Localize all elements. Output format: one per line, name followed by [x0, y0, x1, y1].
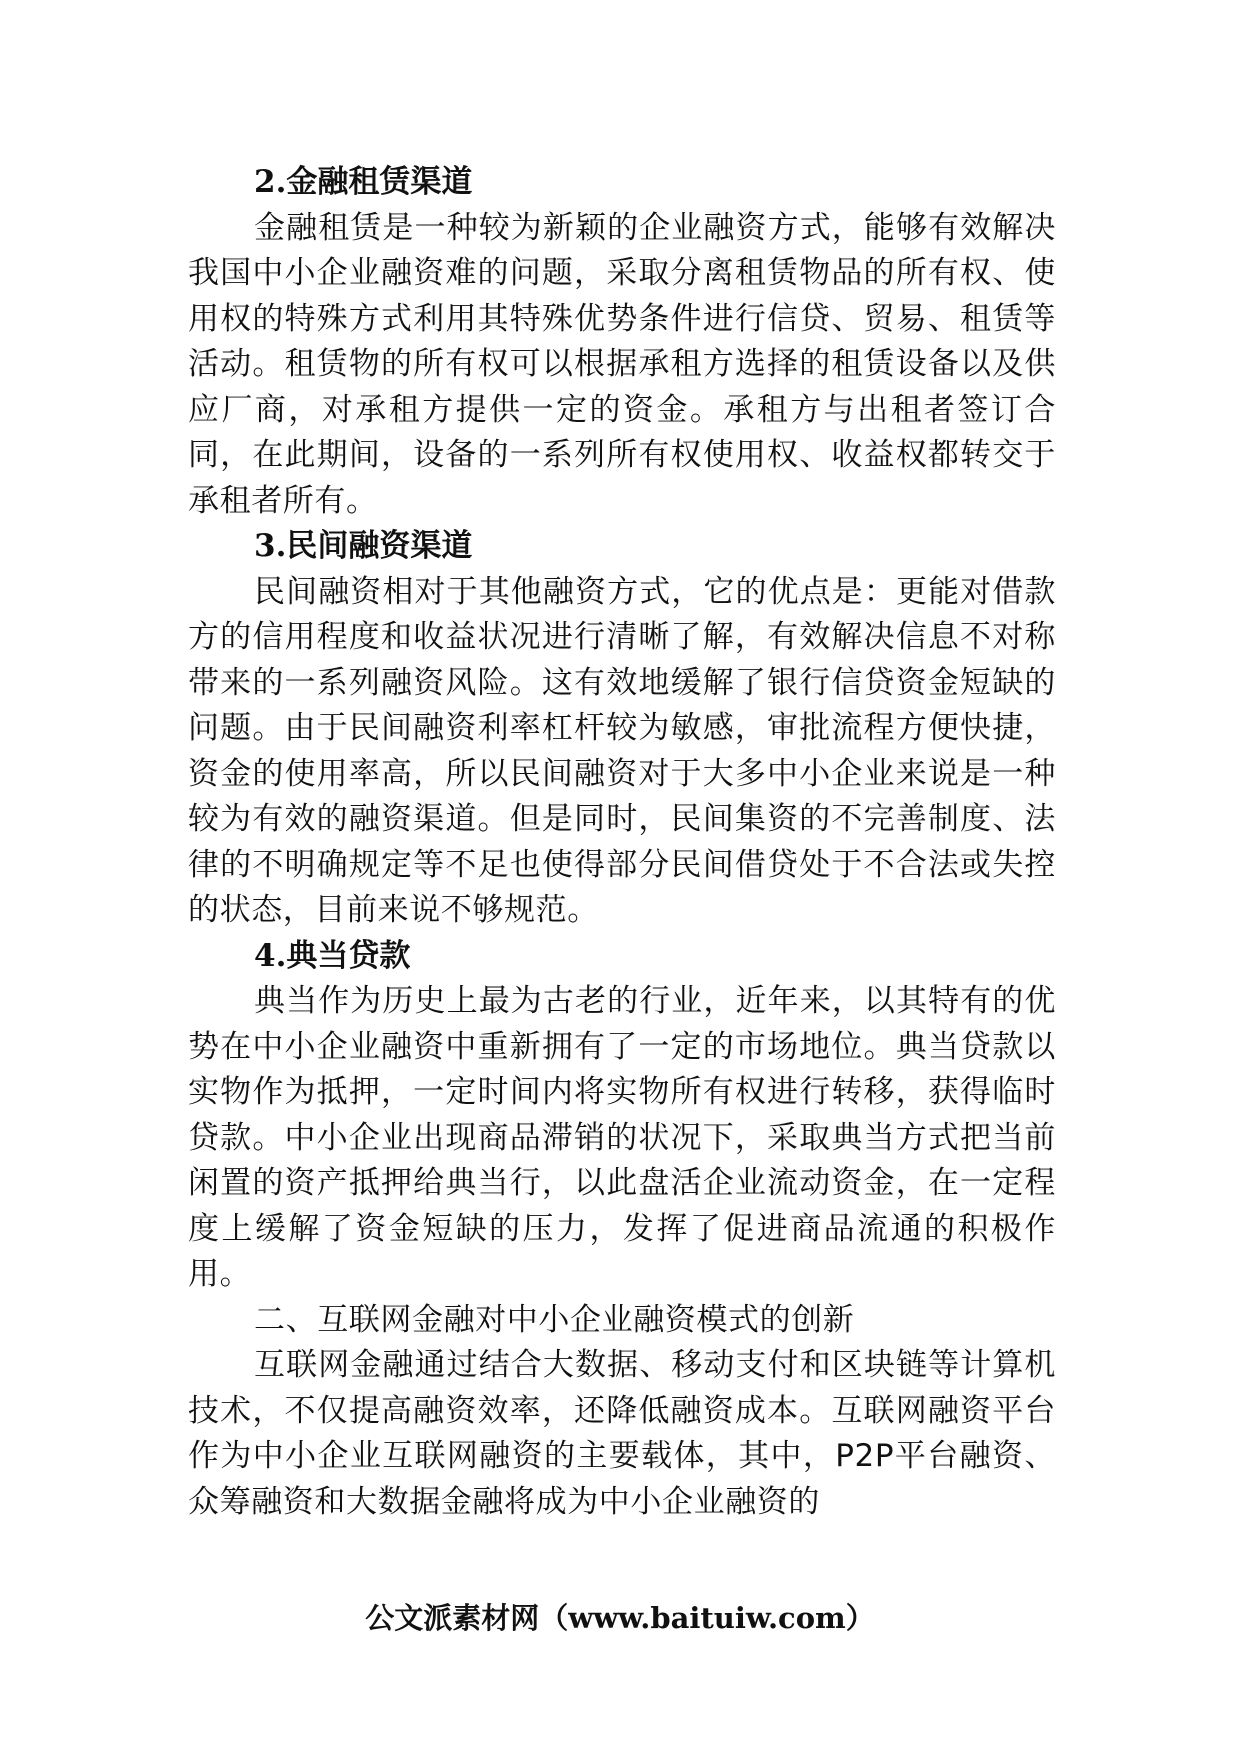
paragraph-internet-finance: 互联网金融通过结合大数据、移动支付和区块链等计算机技术，不仅提高融资效率，还降低融资成本。互联网融资平台作为中小企业互联网融资的主要载体，其中，P2P平台融资、众筹融资和大数据金融将成为中小企业融资的 [188, 1347, 1056, 1520]
footer-source-line: 公文派素材网（www.baituiw.com） [365, 1601, 875, 1635]
section-heading-pawn-loans: 4.典当贷款 [254, 937, 411, 974]
document-page [188, 160, 1056, 1525]
paragraph-financial-leasing: 金融租赁是一种较为新颖的企业融资方式，能够有效解决我国中小企业融资难的问题，采取分离租赁物品的所有权、使用权的特殊方式利用其特殊优势条件进行信贷、贸易、租赁等活动。租赁物的所有权可以根据承租方选择的租赁设备以及供应厂商，对承租方提供一定的资金。承租方与出租者签订合同，在此期间，设备的一系列所有权使用权、收益权都转交于承租者所有。 [188, 209, 1056, 519]
paragraph-private-financing: 民间融资相对于其他融资方式，它的优点是：更能对借款方的信用程度和收益状况进行清晰了解，有效解决信息不对称带来的一系列融资风险。这有效地缓解了银行信贷资金短缺的问题。由于民间融资利率杠杆较为敏感，审批流程方便快捷，资金的使用率高，所以民间融资对于大多中小企业来说是一种较为有效的融资渠道。但是同时，民间集资的不完善制度、法律的不明确规定等不足也使得部分民间借贷处于不合法或失控的状态，目前来说不够规范。 [188, 573, 1056, 928]
part-two-title: 二、互联网金融对中小企业融资模式的创新 [254, 1301, 855, 1338]
section-heading-financial-leasing: 2.金融租赁渠道 [254, 164, 473, 200]
paragraph-pawn-loans: 典当作为历史上最为古老的行业，近年来，以其特有的优势在中小企业融资中重新拥有了一定的市场地位。典当贷款以实物作为抵押，一定时间内将实物所有权进行转移，获得临时贷款。中小企业出现商品滞销的状况下，采取典当方式把当前闲置的资产抵押给典当行，以此盘活企业流动资金，在一定程度上缓解了资金短缺的压力，发挥了促进商品流通的积极作用。 [188, 983, 1056, 1292]
section-heading-private-financing: 3.民间融资渠道 [254, 528, 473, 564]
